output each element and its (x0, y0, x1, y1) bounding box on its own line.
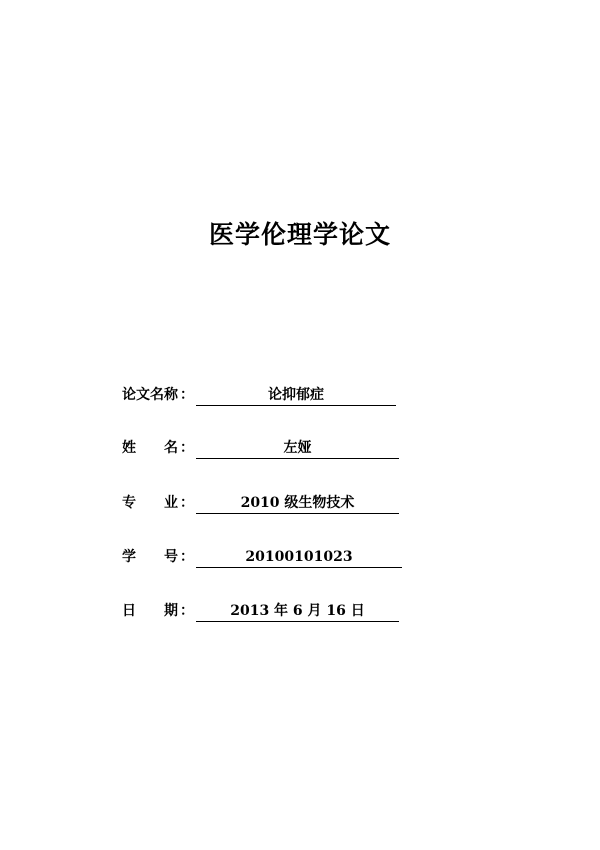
date-value: 2013 年 6 月 16 日 (196, 600, 399, 622)
document-title: 医学伦理学论文 (208, 220, 391, 249)
major-value: 2010 级生物技术 (196, 492, 399, 514)
date-colon: ： (180, 603, 194, 619)
date-label (122, 600, 180, 622)
name-label (122, 437, 180, 459)
major-field (122, 492, 402, 514)
student-id-label (122, 546, 180, 568)
student-id-label-char-1: 学 (122, 549, 136, 565)
major-colon: ： (180, 495, 194, 511)
thesis-name-label: 论文名称 (122, 387, 178, 403)
student-id-colon: ： (180, 549, 194, 565)
thesis-name-colon: ： (180, 387, 194, 403)
name-value: 左娅 (196, 437, 399, 459)
student-id-value: 20100101023 (196, 546, 402, 568)
name-field (122, 437, 402, 459)
thesis-name-value: 论抑郁症 (196, 384, 396, 406)
date-label-char-1: 日 (122, 603, 136, 619)
major-label-char-2: 业 (164, 495, 178, 511)
major-label (122, 492, 180, 514)
student-id-field (122, 546, 407, 568)
name-colon: ： (180, 440, 194, 456)
name-label-char-1: 姓 (122, 440, 136, 456)
date-field (122, 600, 402, 622)
date-label-char-2: 期 (164, 603, 178, 619)
student-id-label-char-2: 号 (164, 549, 178, 565)
name-label-char-2: 名 (164, 440, 178, 456)
thesis-name-field (122, 384, 402, 406)
major-label-char-1: 专 (122, 495, 136, 511)
